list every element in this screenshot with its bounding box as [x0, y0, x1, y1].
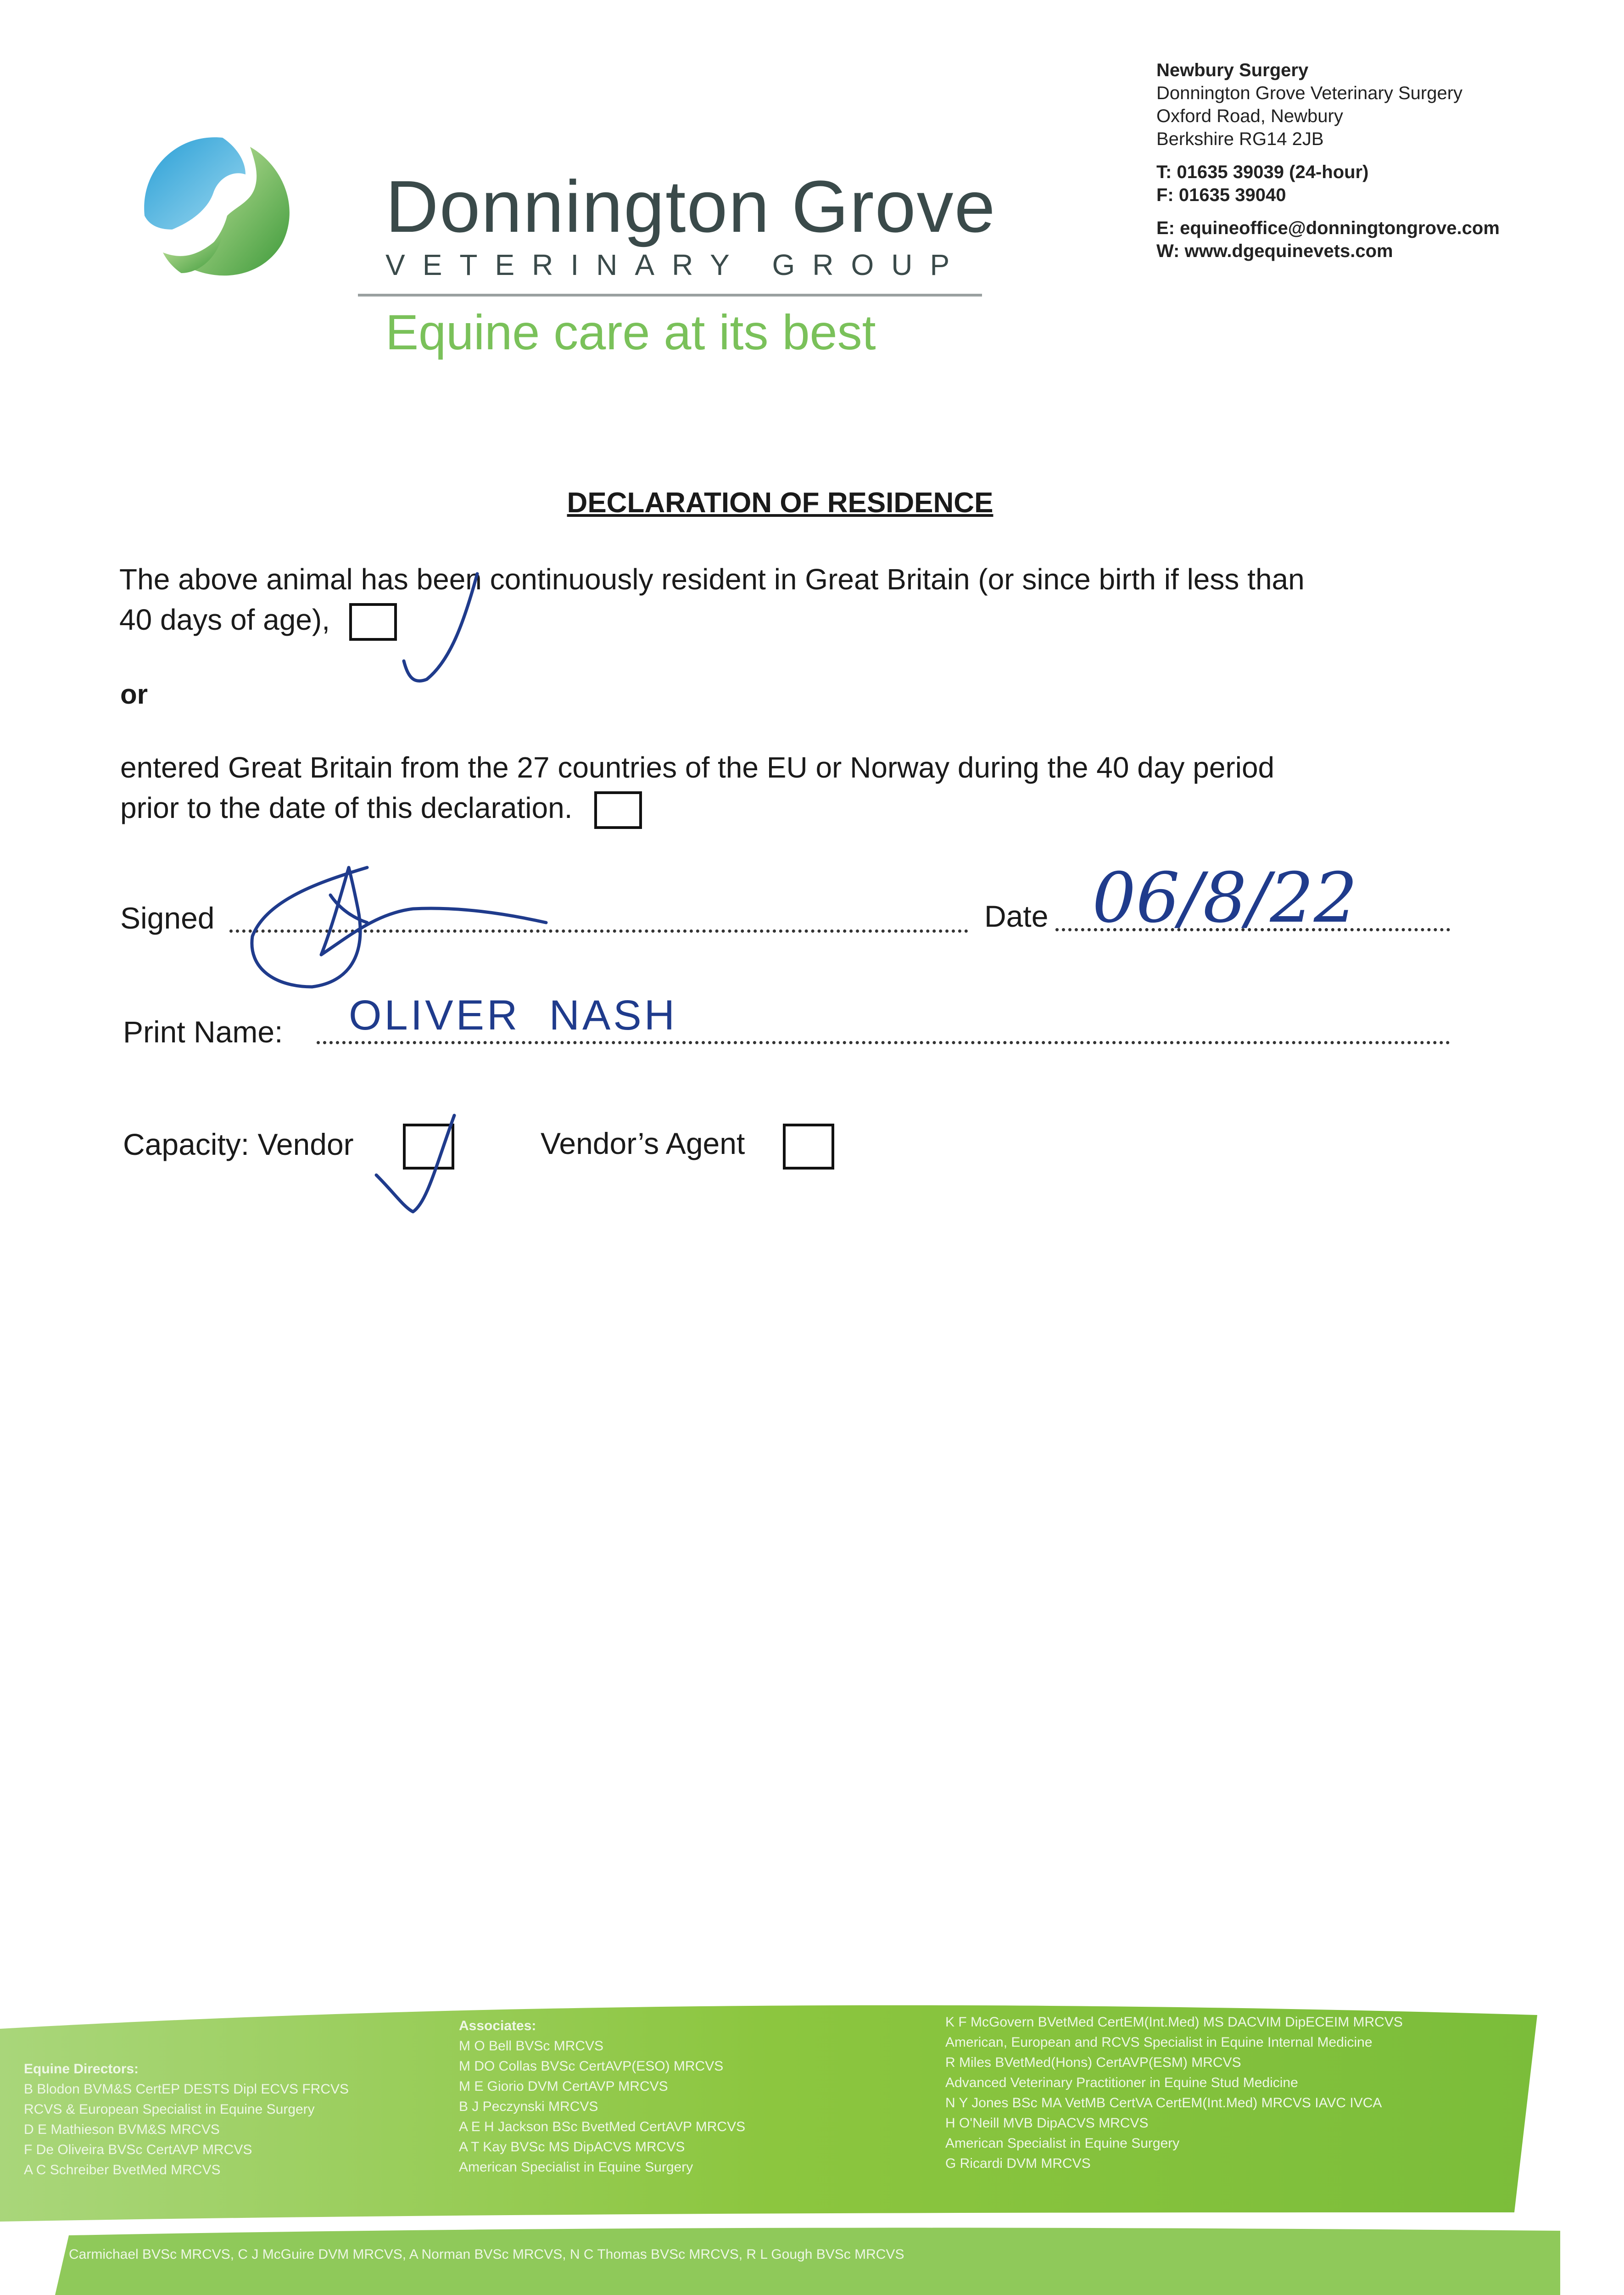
specialist-line: American Specialist in Equine Surgery	[945, 2136, 1180, 2151]
footer-bottom-line: Carmichael BVSc MRCVS, C J McGuire DVM MRCVS, A Norman BVSc MRCVS, N C Thomas BVSc MRCVS, R L Gough BVSc MRCVS	[69, 2247, 904, 2262]
associate-line: M E Giorio DVM CertAVP MRCVS	[459, 2079, 668, 2094]
website: W: www.dgequinevets.com	[1156, 241, 1393, 261]
specialist-line: G Ricardi DVM MRCVS	[945, 2156, 1091, 2171]
capacity-vendor-label: Capacity: Vendor	[123, 1127, 354, 1161]
associate-line: M DO Collas BVSc CertAVP(ESO) MRCVS	[459, 2059, 724, 2074]
date-label: Date	[984, 899, 1049, 933]
brand-tagline: Equine care at its best	[385, 304, 876, 360]
vendors-agent-label: Vendor’s Agent	[541, 1126, 745, 1160]
specialist-line: American, European and RCVS Specialist in Equine Internal Medicine	[945, 2035, 1373, 2050]
associates-block	[459, 2016, 745, 2177]
director-line: F De Oliveira BVSc CertAVP MRCVS	[24, 2142, 252, 2157]
director-line: A C Schreiber BvetMed MRCVS	[24, 2162, 221, 2177]
phone-number: T: 01635 39039 (24-hour)	[1156, 162, 1369, 182]
associate-line: A T Kay BVSc MS DipACVS MRCVS	[459, 2139, 685, 2155]
print-name-label: Print Name:	[123, 1015, 283, 1049]
resident-statement-line-2: 40 days of age),	[119, 603, 330, 636]
director-line: B Blodon BVM&S CertEP DESTS Dipl ECVS FRCVS	[24, 2082, 349, 2097]
director-line: D E Mathieson BVM&S MRCVS	[24, 2122, 220, 2137]
vendor-tick-mark	[376, 1115, 454, 1212]
associate-line: M O Bell BVSc MRCVS	[459, 2038, 604, 2054]
address-line-3: Berkshire RG14 2JB	[1156, 129, 1324, 149]
specialists-block	[945, 2012, 1403, 2174]
associate-line: American Specialist in Equine Surgery	[459, 2160, 693, 2175]
associate-line: A E H Jackson BSc BvetMed CertAVP MRCVS	[459, 2119, 746, 2134]
resident-tick-mark	[404, 574, 477, 681]
form-title: DECLARATION OF RESIDENCE	[567, 487, 993, 519]
surgery-name: Newbury Surgery	[1156, 60, 1309, 80]
specialist-line: K F McGovern BVetMed CertEM(Int.Med) MS DACVIM DipECEIM MRCVS	[945, 2015, 1403, 2030]
fax-number: F: 01635 39040	[1156, 185, 1286, 205]
address-line-1: Donnington Grove Veterinary Surgery	[1156, 83, 1463, 103]
address-line-2: Oxford Road, Newbury	[1156, 106, 1343, 126]
date-value: 06/8/22	[1092, 858, 1358, 938]
specialist-line: R Miles BVetMed(Hons) CertAVP(ESM) MRCVS	[945, 2055, 1241, 2070]
associate-line: B J Peczynski MRCVS	[459, 2099, 598, 2114]
email-address: E: equineoffice@donningtongrove.com	[1156, 218, 1500, 238]
specialist-line: N Y Jones BSc MA VetMB CertVA CertEM(Int.Med) MRCVS IAVC IVCA	[945, 2095, 1382, 2110]
resident-statement-line-1: The above animal has been continuously resident in Great Britain (or since birth if less than	[119, 563, 1305, 596]
specialist-line: Advanced Veterinary Practitioner in Equine Stud Medicine	[945, 2075, 1298, 2090]
directors-title: Equine Directors:	[24, 2061, 139, 2077]
entered-statement-line-1: entered Great Britain from the 27 countries of the EU or Norway during the 40 day period	[120, 751, 1275, 784]
brand-name: Donnington Grove	[385, 165, 996, 247]
specialist-line: H O'Neill MVB DipACVS MRCVS	[945, 2116, 1149, 2131]
associates-title: Associates:	[459, 2018, 536, 2033]
or-separator: or	[120, 679, 148, 710]
signature-scribble	[252, 868, 546, 987]
director-line: RCVS & European Specialist in Equine Surgery	[24, 2102, 315, 2117]
print-name-value: OLIVER NASH	[349, 992, 678, 1039]
signed-label: Signed	[120, 901, 215, 935]
brand-subtitle: VETERINARY GROUP	[385, 248, 967, 281]
entered-statement-line-2: prior to the date of this declaration.	[120, 791, 573, 824]
directors-block	[24, 2059, 349, 2180]
